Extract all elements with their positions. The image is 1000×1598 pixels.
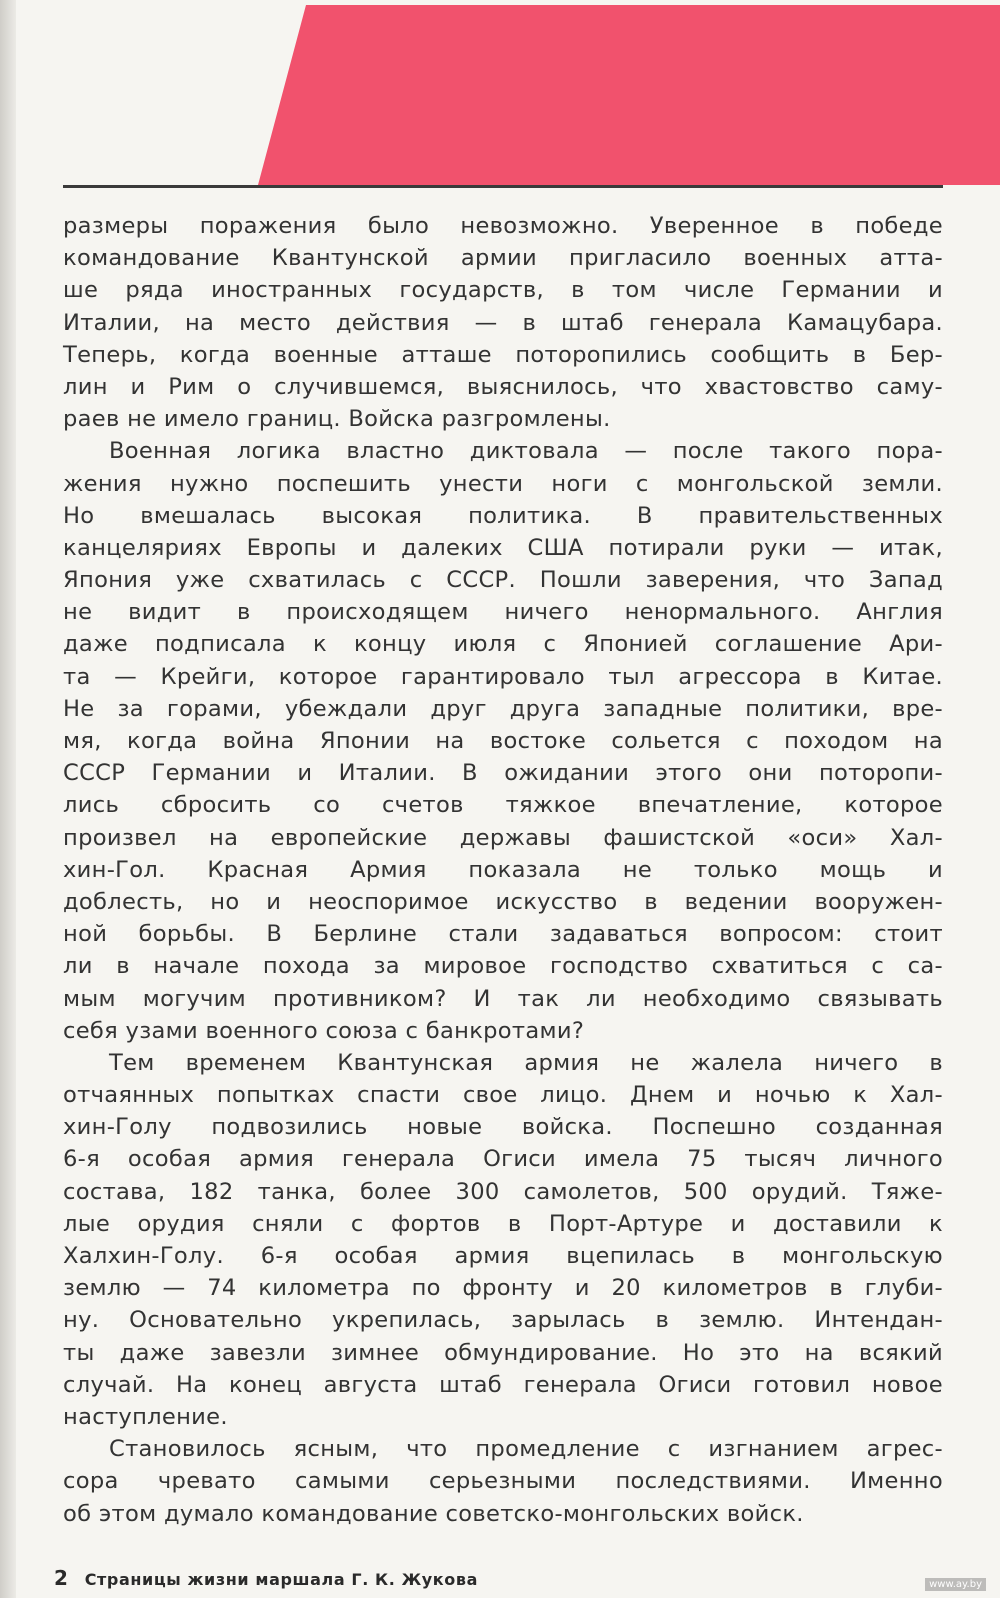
text-line: Становилось ясным, что промедление с изгнанием агрес- bbox=[109, 1436, 943, 1463]
text-line: Тем временем Квантунская армия не жалела ничего в bbox=[109, 1049, 943, 1076]
text-line: командование Квантунской армии пригласило военных атта- bbox=[63, 245, 943, 272]
text-line: ты даже завезли зимнее обмундирование. Но это на всякий bbox=[63, 1339, 943, 1366]
paragraph bbox=[63, 1433, 943, 1530]
text-line: Халхин-Голу. 6-я особая армия вцепилась в монгольскую bbox=[63, 1243, 943, 1269]
text-line: хин-Гол. Красная Армия показала не только мощь и bbox=[63, 856, 943, 883]
running-title: Страницы жизни маршала Г. К. Жукова bbox=[84, 1570, 478, 1589]
text-line: лись сбросить со счетов тяжкое впечатление, которое bbox=[63, 792, 943, 819]
paragraph bbox=[63, 435, 943, 1047]
text-line: та — Крейги, которое гарантировало тыл агрессора в Китае. bbox=[63, 663, 943, 690]
article-text bbox=[63, 210, 943, 1530]
text-line: хин-Голу подвозились новые войска. Поспешно созданная bbox=[63, 1114, 943, 1141]
red-banner-shape bbox=[258, 5, 1000, 185]
header-rule bbox=[63, 185, 943, 188]
text-line: Италии, на место действия — в штаб генерала Камацубара. bbox=[63, 309, 943, 336]
paragraph bbox=[63, 210, 943, 435]
text-line: лин и Рим о случившемся, выяснилось, что хвастовство саму- bbox=[63, 373, 943, 400]
text-line: ше ряда иностранных государств, в том числе Германии и bbox=[63, 277, 943, 304]
text-line: ну. Основательно укрепилась, зарылась в землю. Интендан- bbox=[63, 1307, 943, 1334]
page-footer bbox=[54, 1566, 934, 1590]
paragraph bbox=[63, 1047, 943, 1433]
text-line: Япония уже схватилась с СССР. Пошли заверения, что Запад bbox=[63, 567, 943, 594]
text-line: даже подписала к концу июля с Японией соглашение Ари- bbox=[63, 631, 943, 658]
text-line: ли в начале похода за мировое господство схватиться с са- bbox=[63, 953, 943, 980]
text-line: произвел на европейские державы фашистской «оси» Хал- bbox=[63, 824, 943, 851]
red-banner bbox=[0, 0, 1000, 185]
text-line: мым могучим противником? И так ли необходимо связывать bbox=[63, 985, 943, 1012]
text-line: себя узами военного союза с банкротами? bbox=[63, 1017, 585, 1044]
text-line: канцеляриях Европы и далеких США потирали руки — итак, bbox=[63, 534, 943, 561]
text-line: ной борьбы. В Берлине стали задаваться вопросом: стоит bbox=[63, 921, 943, 948]
text-line: не видит в происходящем ничего ненормального. Англия bbox=[63, 599, 943, 626]
text-line: отчаянных попытках спасти свое лицо. Днем и ночью к Хал- bbox=[63, 1082, 943, 1109]
text-line: СССР Германии и Италии. В ожидании этого они поторопи- bbox=[63, 760, 943, 787]
text-line: 6-я особая армия генерала Огиси имела 75 тысяч личного bbox=[63, 1146, 943, 1173]
text-line: размеры поражения было невозможно. Уверенное в победе bbox=[63, 213, 943, 239]
text-line: случай. На конец августа штаб генерала Огиси готовил новое bbox=[63, 1371, 943, 1398]
text-line: Военная логика властно диктовала — после такого пора- bbox=[109, 438, 943, 465]
text-line: сора чревато самыми серьезными последствиями. Именно bbox=[63, 1468, 943, 1495]
text-line: Но вмешалась высокая политика. В правительственных bbox=[63, 502, 943, 529]
page-number: 2 bbox=[54, 1566, 69, 1590]
text-line: землю — 74 километра по фронту и 20 километров в глуби- bbox=[63, 1275, 943, 1302]
text-line: об этом думало командование советско-монгольских войск. bbox=[63, 1500, 804, 1527]
text-line: мя, когда война Японии на востоке сольется с походом на bbox=[63, 728, 943, 754]
text-line: Теперь, когда военные атташе поторопились сообщить в Бер- bbox=[63, 341, 943, 368]
text-line: лые орудия сняли с фортов в Порт-Артуре и доставили к bbox=[63, 1210, 943, 1237]
text-line: доблесть, но и неоспоримое искусство в ведении вооружен- bbox=[63, 888, 943, 915]
text-line: жения нужно поспешить унести ноги с монгольской земли. bbox=[63, 470, 943, 497]
text-line: наступление. bbox=[63, 1403, 228, 1430]
watermark: www.ay.by bbox=[925, 1578, 986, 1591]
text-line: раев не имело границ. Войска разгромлены. bbox=[63, 406, 611, 433]
text-line: состава, 182 танка, более 300 самолетов, 500 орудий. Тяже- bbox=[63, 1178, 943, 1205]
text-line: Не за горами, убеждали друг друга западные политики, вре- bbox=[63, 695, 943, 722]
page-gutter-shadow bbox=[0, 0, 16, 1598]
